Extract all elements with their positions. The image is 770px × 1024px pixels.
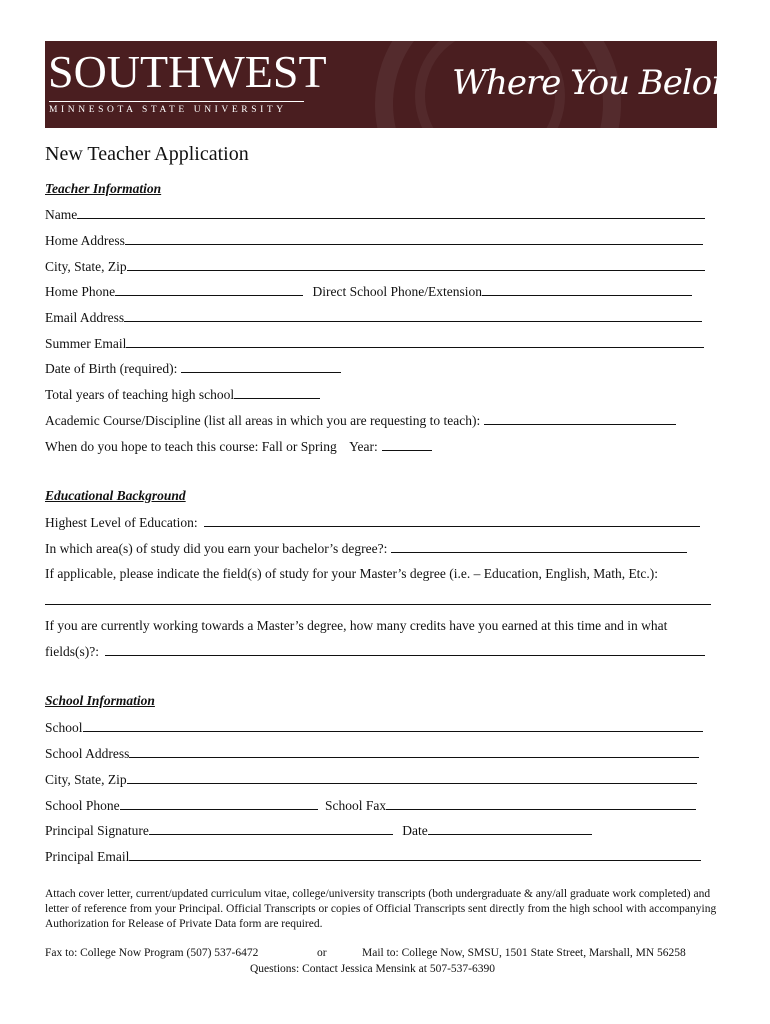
footer-questions: Questions: Contact Jessica Mensink at 507-537-6390 <box>250 963 495 975</box>
direct-phone-input-line[interactable] <box>482 283 692 296</box>
instructions-text: Attach cover letter, current/updated curriculum vitae, college/university transcripts (both undergraduate & any/all graduate work completed) and letter of reference from your Principal. Official Transcripts or copies of Official Transcripts sent directly from the high school with accompanying Authorization for Release of Private Data form are required. <box>45 888 717 930</box>
field-city-state-zip[interactable] <box>45 258 705 275</box>
logo-divider <box>49 101 304 102</box>
masters-input-line[interactable] <box>45 592 711 605</box>
field-label: In which area(s) of study did you earn your bachelor’s degree?: <box>45 541 388 556</box>
field-label: Email Address <box>45 310 125 325</box>
credits-input-line[interactable] <box>105 643 705 656</box>
home-phone-input-line[interactable] <box>115 283 303 296</box>
field-label: Name <box>45 207 78 222</box>
home-address-input-line[interactable] <box>125 232 703 245</box>
field-summer-email[interactable] <box>45 335 704 352</box>
field-school-address[interactable] <box>45 745 699 762</box>
field-label: Date of Birth (required): <box>45 361 178 376</box>
field-credits[interactable] <box>45 643 705 660</box>
field-bachelor[interactable] <box>45 540 687 557</box>
field-name[interactable] <box>45 206 705 223</box>
field-highest-education[interactable] <box>45 514 700 531</box>
section-heading-teacher: Teacher Information <box>45 181 162 196</box>
bachelor-input-line[interactable] <box>391 540 687 553</box>
university-logo-text: SOUTHWEST <box>48 46 327 97</box>
highest-education-input-line[interactable] <box>204 514 700 527</box>
field-label: Principal Email <box>45 849 130 864</box>
field-label: Summer Email <box>45 336 127 351</box>
field-label: City, State, Zip <box>45 772 127 787</box>
field-label: Academic Course/Discipline (list all areas in which you are requesting to teach): <box>45 413 481 428</box>
field-school[interactable] <box>45 719 703 736</box>
school-input-line[interactable] <box>83 719 703 732</box>
city-state-zip-input-line[interactable] <box>127 258 705 271</box>
name-input-line[interactable] <box>77 206 705 219</box>
footer-or: or <box>317 947 327 959</box>
field-phones[interactable] <box>45 283 692 300</box>
field-dob[interactable] <box>45 360 341 377</box>
course-input-line[interactable] <box>484 412 676 425</box>
summer-email-input-line[interactable] <box>126 335 704 348</box>
banner-tagline: Where You Belong <box>452 63 753 103</box>
school-phone-input-line[interactable] <box>120 797 318 810</box>
field-label: City, State, Zip <box>45 259 127 274</box>
dob-input-line[interactable] <box>181 360 341 373</box>
email-input-line[interactable] <box>124 309 702 322</box>
field-label: fields(s)?: <box>45 644 99 659</box>
section-heading-school: School Information <box>45 693 155 708</box>
field-label: Principal Signature <box>45 823 149 838</box>
field-label: Direct School Phone/Extension <box>312 284 482 299</box>
page-title: New Teacher Application <box>45 143 249 165</box>
field-label: Total years of teaching high school <box>45 387 235 402</box>
field-label: School Fax <box>325 798 387 813</box>
field-label: School Phone <box>45 798 120 813</box>
field-label: When do you hope to teach this course: Fall or Spring <box>45 439 337 454</box>
school-address-input-line[interactable] <box>129 745 699 758</box>
school-fax-input-line[interactable] <box>386 797 696 810</box>
field-label: Highest Level of Education: <box>45 515 198 530</box>
field-school-city-state-zip[interactable] <box>45 771 697 788</box>
field-course[interactable] <box>45 412 676 429</box>
footer-fax: Fax to: College Now Program (507) 537-6472 <box>45 947 259 959</box>
field-home-address[interactable] <box>45 232 703 249</box>
field-working-label: If you are currently working towards a Master’s degree, how many credits have you earned at this time and in what <box>45 618 668 633</box>
field-masters-label: If applicable, please indicate the field(s) of study for your Master’s degree (i.e. – Education, English, Math, Etc.): <box>45 566 659 581</box>
section-heading-education: Educational Background <box>45 488 186 503</box>
footer-mail: Mail to: College Now, SMSU, 1501 State Street, Marshall, MN 56258 <box>362 947 686 959</box>
field-principal-signature[interactable] <box>45 822 592 839</box>
field-label: School Address <box>45 746 130 761</box>
field-label: Home Phone <box>45 284 116 299</box>
university-logo-subtitle: MINNESOTA STATE UNIVERSITY <box>49 105 287 115</box>
field-label: School <box>45 720 83 735</box>
field-school-phone-fax[interactable] <box>45 797 696 814</box>
years-input-line[interactable] <box>234 386 320 399</box>
field-label: Home Address <box>45 233 125 248</box>
year-input-line[interactable] <box>382 438 432 451</box>
field-principal-email[interactable] <box>45 848 701 865</box>
field-years[interactable] <box>45 386 320 403</box>
field-email[interactable] <box>45 309 702 326</box>
date-input-line[interactable] <box>428 822 592 835</box>
field-when[interactable] <box>45 438 432 455</box>
field-label: Year: <box>349 439 378 454</box>
field-label: Date <box>402 823 428 838</box>
principal-signature-input-line[interactable] <box>149 822 393 835</box>
school-city-state-zip-input-line[interactable] <box>127 771 697 784</box>
field-masters[interactable] <box>45 592 711 609</box>
principal-email-input-line[interactable] <box>129 848 701 861</box>
header-banner <box>45 41 753 128</box>
